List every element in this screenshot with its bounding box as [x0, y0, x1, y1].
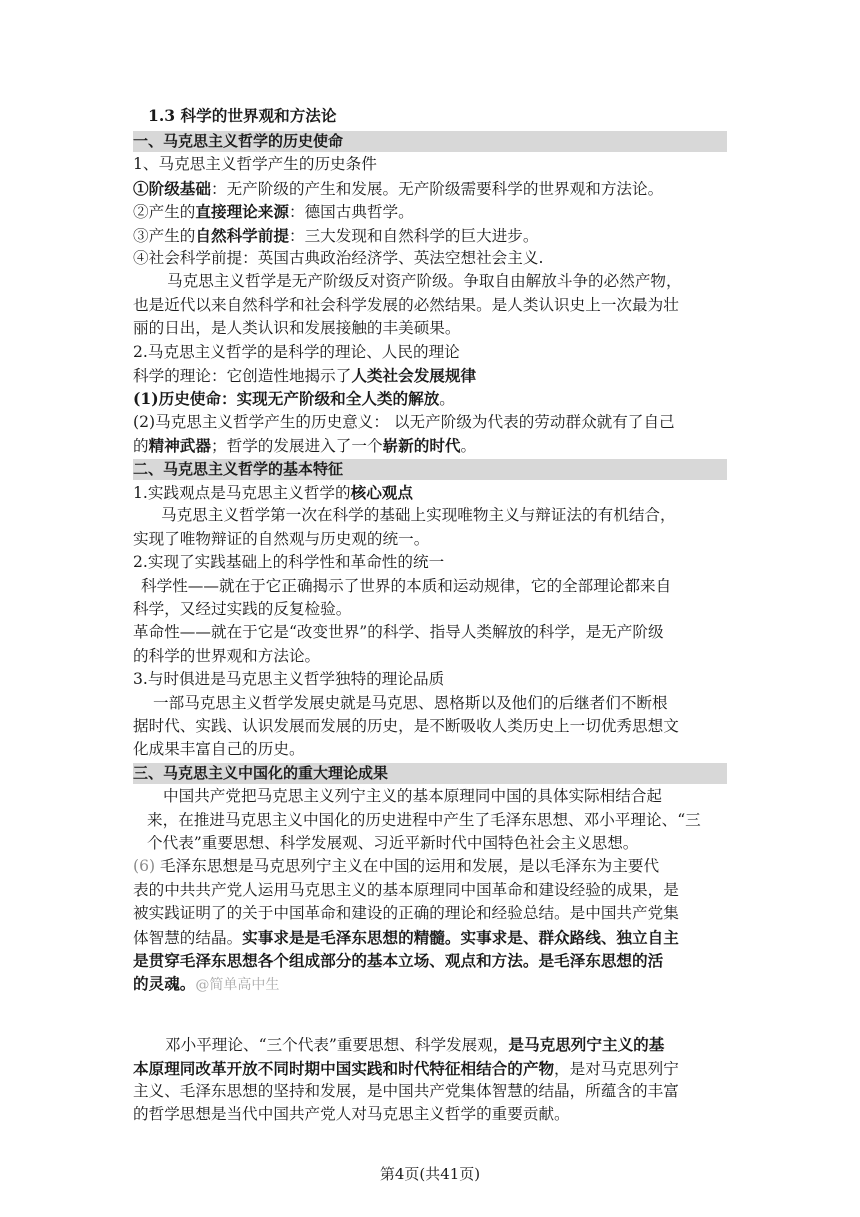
- text-line: [133, 225, 538, 246]
- text-span: 1、马克思主义哲学产生的历史条件: [133, 155, 377, 174]
- text-span: 化成果丰富自己的历史。: [133, 740, 305, 759]
- text-span: 一部马克思主义哲学发展史就是马克思、恩格斯以及他们的后继者们不断根: [153, 693, 668, 712]
- text-line: [133, 599, 351, 620]
- text-span: (2)马克思主义哲学产生的历史意义： 以无产阶级为代表的劳动群众就有了自己: [133, 412, 675, 431]
- text-span: 科学的理论：它创造性地揭示了: [133, 367, 352, 385]
- text-span: 的科学的世界观和方法论。: [133, 646, 321, 665]
- text-span: 二、马克思主义哲学的基本特征: [133, 459, 344, 478]
- text-span: (1)历史使命：实现无产阶级和全人类的解放: [133, 389, 440, 409]
- text-span: 丽的日出，是人类认识和发展接触的丰美硕果。: [133, 319, 461, 338]
- text-span: 革命性——就在于它是“改变世界”的科学、指导人类解放的科学，是无产阶级: [133, 623, 664, 642]
- text-line: [133, 154, 377, 175]
- text-span: ④社会科学前提：英国古典政治经济学、英法空想社会主义.: [133, 249, 544, 267]
- text-span: 的灵魂。: [133, 974, 196, 994]
- text-span: 的: [133, 437, 149, 456]
- text-line: [133, 178, 663, 199]
- text-line: [141, 576, 671, 597]
- text-span: 人类社会发展规律: [351, 366, 477, 385]
- text-line: [133, 669, 444, 690]
- text-span: 。: [439, 390, 455, 409]
- text-span: 中国共产党把马克思主义列宁主义的基本原理同中国的具体实际相结合起: [163, 787, 663, 806]
- text-line: [133, 1058, 679, 1079]
- watermark-text: @简单高中生: [195, 977, 280, 994]
- text-span: 表的中共共产党人运用马克思主义的基本原理同中国革命和建设经验的成果，是: [133, 880, 679, 899]
- text-span: 被实践证明了的关于中国革命和建设的正确的理论和经验总结。是中国共产党集: [133, 904, 679, 923]
- text-span: 据时代、实践、认识发展而发展的历史，是不断吸收人类历史上一切优秀思想文: [133, 717, 679, 735]
- text-span: 来，在推进马克思主义中国化的历史进程中产生了毛泽东思想、邓小平理论、“三: [147, 810, 701, 829]
- text-line: [161, 505, 676, 526]
- text-span: 是贯穿毛泽东思想各个组成部分的基本立场、观点和方法。是毛泽东思想的活: [133, 951, 664, 970]
- section-heading: [133, 131, 727, 152]
- text-span: 自然科学前提: [195, 225, 289, 245]
- text-line: [133, 318, 460, 339]
- text-span: ；哲学的发展进入了一个: [211, 437, 383, 456]
- text-span: 1.实践观点是马克思主义哲学的: [133, 484, 351, 502]
- text-span: ：三大发现和自然科学的巨大进步。: [288, 226, 539, 245]
- text-line: [133, 646, 320, 667]
- text-line: [133, 903, 679, 924]
- text-line: [133, 412, 675, 433]
- text-span: 崭新的时代: [382, 436, 461, 456]
- text-line: [165, 1034, 664, 1055]
- text-span: 。: [460, 437, 477, 456]
- text-line: [163, 786, 662, 807]
- text-span: 本原理同改革开放不同时期中国实践和时代特征相结合的产物: [133, 1058, 555, 1078]
- text-span: 直接理论来源: [195, 202, 289, 222]
- text-span: 核心观点: [350, 483, 413, 502]
- section-heading: [133, 459, 727, 480]
- text-span: ①阶级基础: [133, 178, 211, 198]
- text-span: 的哲学思想是当代中国共产党人对马克思主义哲学的重要贡献。: [133, 1105, 570, 1124]
- text-line: [133, 950, 663, 971]
- text-span: 一、马克思主义哲学的历史使命: [133, 132, 344, 150]
- text-span: 主义、毛泽东思想的坚持和发展，是中国共产党集体智慧的结晶，所蕴含的丰富: [133, 1082, 679, 1100]
- section-title: 1.3 科学的世界观和方法论: [148, 106, 337, 125]
- text-span: 3.与时俱进是马克思主义哲学独特的理论品质: [133, 670, 445, 689]
- text-line: [133, 856, 659, 877]
- text-span: 实事求是是毛泽东思想的精髓。实事求是、群众路线、独立自主: [242, 927, 679, 947]
- text-line: [133, 552, 444, 573]
- text-span: ，是对马克思列宁: [554, 1059, 679, 1078]
- text-line: [133, 248, 543, 269]
- text-span: 科学性——就在于它正确揭示了世界的本质和运动规律，它的全部理论都来自: [141, 576, 672, 595]
- text-span: ②产生的: [133, 203, 196, 222]
- text-line: [133, 365, 476, 386]
- text-span: ：无产阶级的产生和发展。无产阶级需要科学的世界观和方法论。: [210, 179, 664, 198]
- section-heading: [133, 763, 727, 784]
- text-span: ：德国古典哲学。: [288, 203, 414, 222]
- text-line: [133, 482, 413, 503]
- text-line: [133, 529, 429, 550]
- text-span: 马克思主义哲学第一次在科学的基础上实现唯物主义与辩证法的有机结合，: [161, 506, 676, 525]
- page-footer: 第4页(共41页): [379, 1165, 481, 1183]
- text-line: [147, 833, 638, 854]
- text-line: [133, 1081, 679, 1102]
- text-span: ③产生的: [133, 226, 196, 245]
- text-span: 精神武器: [148, 436, 211, 456]
- text-line: [133, 295, 679, 316]
- text-line: [133, 1104, 570, 1125]
- text-span: 实现了唯物辩证的自然观与历史观的统一。: [133, 529, 430, 548]
- text-span: 科学，又经过实践的反复检验。: [133, 600, 352, 618]
- text-line: [133, 716, 679, 737]
- text-span: 2.马克思主义哲学的是科学的理论、人民的理论: [133, 342, 460, 361]
- text-line: [147, 810, 701, 831]
- text-line: [133, 435, 476, 456]
- text-line: [133, 342, 460, 363]
- text-span: 马克思主义哲学是无产阶级反对资产阶级。争取自由解放斗争的必然产物，: [167, 272, 682, 291]
- text-line: [167, 271, 682, 292]
- text-line: [133, 388, 455, 409]
- text-span: (6): [133, 857, 156, 876]
- text-line: [133, 927, 679, 948]
- text-line: [133, 973, 279, 994]
- text-span: 毛泽东思想是马克思列宁主义在中国的运用和发展，是以毛泽东为主要代: [155, 857, 660, 876]
- text-span: 体智慧的结晶。: [133, 928, 243, 947]
- text-span: 2.实现了实践基础上的科学性和革命性的统一: [133, 553, 445, 572]
- text-span: 是马克思列宁主义的基: [508, 1035, 665, 1055]
- text-line: [133, 201, 414, 222]
- text-line: [153, 693, 668, 714]
- text-span: 个代表”重要思想、科学发展观、习近平新时代中国特色社会主义思想。: [147, 834, 639, 852]
- text-line: [133, 622, 664, 643]
- text-line: [133, 739, 305, 760]
- text-span: 三、马克思主义中国化的重大理论成果: [133, 763, 389, 782]
- text-span: 也是近代以来自然科学和社会科学发展的必然结果。是人类认识史上一次最为壮: [133, 295, 679, 314]
- text-span: 邓小平理论、“三个代表”重要思想、科学发展观，: [165, 1036, 509, 1055]
- text-line: [133, 880, 679, 901]
